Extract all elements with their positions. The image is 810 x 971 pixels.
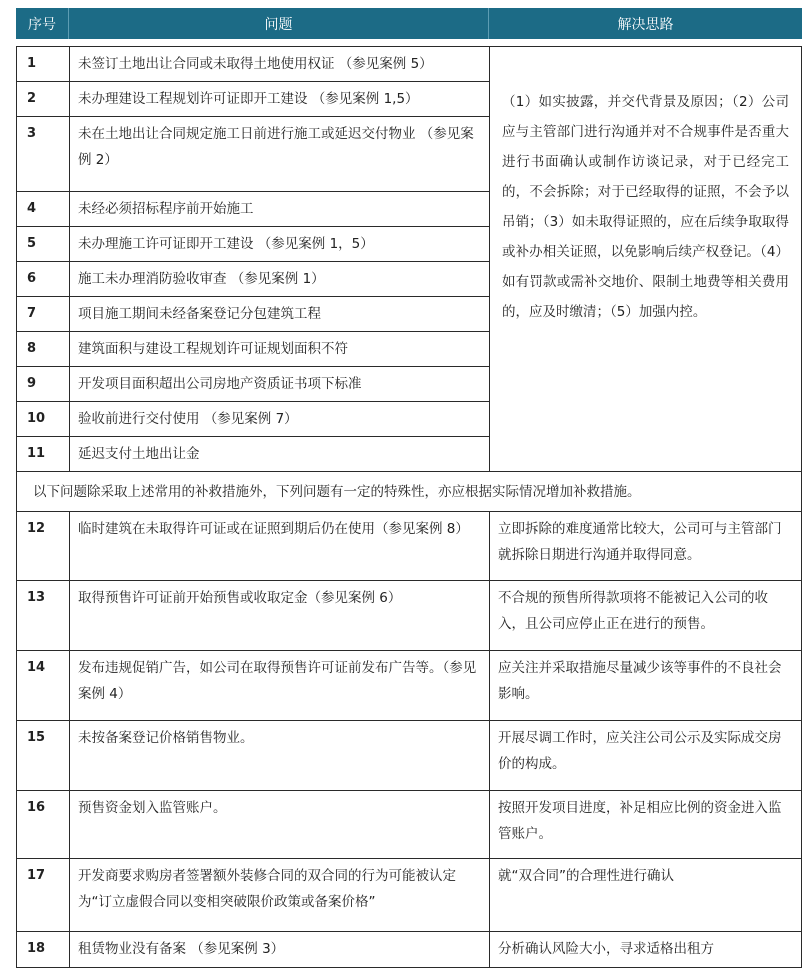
row-num: 17 [16, 858, 70, 932]
row-num: 12 [16, 511, 70, 581]
row-num: 5 [16, 226, 70, 262]
header-issue: 问题 [69, 8, 489, 39]
row-issue: 开发项目面积超出公司房地产资质证书项下标准 [69, 366, 490, 402]
row-issue: 延迟支付土地出让金 [69, 436, 490, 472]
row-solution: 分析确认风险大小，寻求适格出租方 [489, 931, 802, 968]
row-num: 18 [16, 931, 70, 968]
row-issue: 未办理施工许可证即开工建设 （参见案例 1，5） [69, 226, 490, 262]
row-num: 11 [16, 436, 70, 472]
header-solution: 解决思路 [489, 8, 802, 39]
row-issue: 发布违规促销广告，如公司在取得预售许可证前发布广告等。（参见案例 4） [69, 650, 490, 721]
row-num: 3 [16, 116, 70, 192]
row-num: 8 [16, 331, 70, 367]
row-num: 15 [16, 720, 70, 791]
special-note: 以下问题除采取上述常用的补救措施外，下列问题有一定的特殊性，亦应根据实际情况增加补救措施。 [16, 471, 802, 513]
row-issue: 未经必须招标程序前开始施工 [69, 191, 490, 227]
group1-solution: （1）如实披露，并交代背景及原因；（2）公司应与主管部门进行沟通并对不合规事件是否重大进行书面确认或制作访谈记录，对于已经完工的，不会拆除；对于已经取得的证照，不会予以吊销；（3）如未取得证照的，应在后续争取取得或补办相关证照，以免影响后续产权登记。（4）如有罚款或需补交地价、限制土地费等相关费用的，应及时缴清；（5）加强内控。 [489, 46, 802, 472]
row-num: 9 [16, 366, 70, 402]
row-issue: 项目施工期间未经备案登记分包建筑工程 [69, 296, 490, 332]
row-issue: 验收前进行交付使用 （参见案例 7） [69, 401, 490, 437]
row-num: 2 [16, 81, 70, 117]
row-solution: 开展尽调工作时，应关注公司公示及实际成交房价的构成。 [489, 720, 802, 791]
row-num: 1 [16, 46, 70, 82]
row-issue: 未办理建设工程规划许可证即开工建设 （参见案例 1,5） [69, 81, 490, 117]
row-issue: 未签订土地出让合同或未取得土地使用权证 （参见案例 5） [69, 46, 490, 82]
row-num: 7 [16, 296, 70, 332]
row-issue: 预售资金划入监管账户。 [69, 790, 490, 859]
row-num: 13 [16, 580, 70, 651]
row-num: 14 [16, 650, 70, 721]
row-issue: 租赁物业没有备案 （参见案例 3） [69, 931, 490, 968]
row-num: 6 [16, 261, 70, 297]
row-issue: 临时建筑在未取得许可证或在证照到期后仍在使用（参见案例 8） [69, 511, 490, 581]
row-num: 10 [16, 401, 70, 437]
row-issue: 未在土地出让合同规定施工日前进行施工或延迟交付物业 （参见案例 2） [69, 116, 490, 192]
header-num: 序号 [16, 8, 69, 39]
row-solution: 立即拆除的难度通常比较大，公司可与主管部门就拆除日期进行沟通并取得同意。 [489, 511, 802, 581]
row-issue: 施工未办理消防验收审查 （参见案例 1） [69, 261, 490, 297]
row-issue: 未按备案登记价格销售物业。 [69, 720, 490, 791]
row-issue: 取得预售许可证前开始预售或收取定金（参见案例 6） [69, 580, 490, 651]
row-issue: 建筑面积与建设工程规划许可证规划面积不符 [69, 331, 490, 367]
row-num: 4 [16, 191, 70, 227]
row-solution: 不合规的预售所得款项将不能被记入公司的收入，且公司应停止正在进行的预售。 [489, 580, 802, 651]
row-solution: 应关注并采取措施尽量减少该等事件的不良社会影响。 [489, 650, 802, 721]
row-num: 16 [16, 790, 70, 859]
row-issue: 开发商要求购房者签署额外装修合同的双合同的行为可能被认定为“订立虚假合同以变相突破限价政策或备案价格” [69, 858, 490, 932]
row-solution: 按照开发项目进度，补足相应比例的资金进入监管账户。 [489, 790, 802, 859]
row-solution: 就“双合同”的合理性进行确认 [489, 858, 802, 932]
